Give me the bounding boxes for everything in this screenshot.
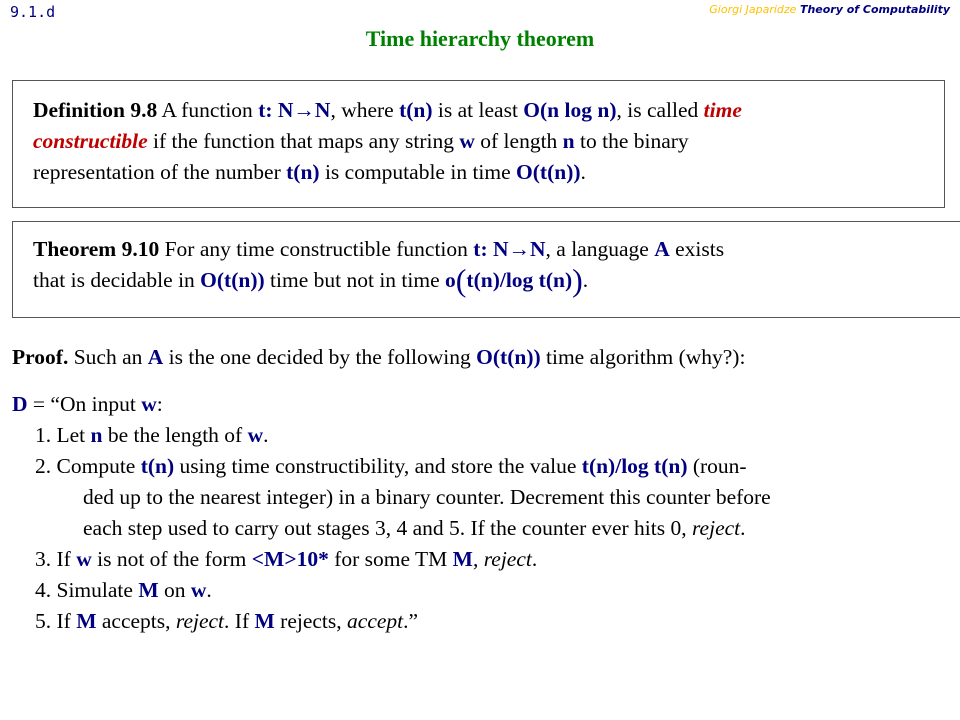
slide-title: Time hierarchy theorem [365, 26, 595, 51]
text: (roun- [692, 454, 747, 478]
text: . [531, 547, 538, 571]
text: on [163, 578, 186, 602]
text: each step used to carry out stages 3, 4 and 5. If the counter ever hits 0, [83, 516, 687, 540]
algorithm-step-4 [12, 575, 952, 606]
text: rejects, [280, 609, 342, 633]
w-symbol: w [247, 423, 264, 447]
text: that is decidable in [33, 268, 195, 292]
proof-intro [12, 342, 952, 373]
n-symbol: n [90, 423, 103, 447]
text: is the one decided by the following [168, 345, 471, 369]
ottn-symbol: O(t(n)) [516, 160, 581, 184]
text: Such an [73, 345, 143, 369]
algorithm-step-1 [12, 420, 952, 451]
text: for some TM [334, 547, 448, 571]
function-symbol: t: N→N [473, 237, 546, 261]
a-symbol: A [147, 345, 164, 369]
m-symbol: M [254, 609, 275, 633]
text: Let [56, 423, 86, 447]
text: , [472, 547, 479, 571]
ratio-symbol: t(n)/log t(n) [466, 268, 573, 292]
little-o-symbol: o [445, 268, 456, 292]
text: Compute [56, 454, 136, 478]
step-number: 4. [35, 578, 52, 602]
accept-word: accept [347, 609, 404, 633]
text: If [56, 547, 71, 571]
theorem-text [33, 234, 951, 296]
w-symbol: w [76, 547, 92, 571]
text: . [740, 516, 746, 540]
text: of length [480, 129, 558, 153]
text: . [582, 268, 589, 292]
function-symbol: t: N→N [258, 98, 331, 122]
text: exists [675, 237, 725, 261]
n-symbol: n [562, 129, 575, 153]
tn-symbol: t(n) [399, 98, 433, 122]
w-symbol: w [190, 578, 207, 602]
reject-word: reject [175, 609, 225, 633]
text: . [206, 578, 212, 602]
text: is computable in time [324, 160, 511, 184]
paren: ) [572, 262, 583, 298]
algorithm-step-5 [12, 606, 952, 637]
m-symbol: M [452, 547, 473, 571]
step-number: 3. [35, 547, 52, 571]
text: is at least [437, 98, 518, 122]
step-number: 2. [35, 454, 52, 478]
paren: ( [455, 262, 467, 298]
course-name: Theory of Computability [799, 3, 950, 16]
author-name: Giorgi Japaridze [709, 3, 797, 16]
spacer [12, 373, 952, 389]
d-symbol: D [12, 392, 28, 416]
text: , is called [616, 98, 699, 122]
definition-label: Definition 9.8 [33, 98, 158, 122]
definition-box [12, 80, 945, 208]
m-symbol: M [138, 578, 159, 602]
text: if the function that maps any string [153, 129, 454, 153]
slide-header [709, 3, 950, 16]
text: representation of the number [33, 160, 281, 184]
w-symbol: w [459, 129, 475, 153]
text: , a language [545, 237, 649, 261]
theorem-label: Theorem 9.10 [33, 237, 160, 261]
defined-term: time [703, 98, 742, 122]
text: time but not in time [270, 268, 440, 292]
text: accepts, [101, 609, 171, 633]
reject-word: reject [691, 516, 741, 540]
algorithm-step-2-line-3 [12, 513, 952, 544]
text: For any time constructible function [164, 237, 468, 261]
theorem-box [12, 221, 960, 318]
defined-term: constructible [33, 129, 148, 153]
algorithm-header [12, 389, 952, 420]
tn-symbol: t(n) [286, 160, 320, 184]
proof-label: Proof. [12, 345, 69, 369]
text: : [156, 392, 163, 416]
text: time algorithm (why?): [546, 345, 746, 369]
a-symbol: A [654, 237, 670, 261]
algorithm-step-2 [12, 451, 952, 482]
algorithm-step-2-line-2 [12, 482, 952, 513]
text: If [56, 609, 71, 633]
text: be the length of [107, 423, 243, 447]
w-symbol: w [141, 392, 157, 416]
text: = “On input [32, 392, 136, 416]
step-number: 1. [35, 423, 52, 447]
text: . [263, 423, 269, 447]
text: is not of the form [97, 547, 247, 571]
text: using time constructibility, and store the value [179, 454, 577, 478]
encoding-symbol: <M>10* [251, 547, 329, 571]
text: .” [403, 609, 419, 633]
bound-symbol: O(n log n) [523, 98, 617, 122]
text: Simulate [56, 578, 133, 602]
reject-word: reject [483, 547, 532, 571]
text: . [580, 160, 586, 184]
ottn-symbol: O(t(n)) [200, 268, 265, 292]
text: A function [161, 98, 253, 122]
text: to the binary [580, 129, 689, 153]
text: , where [330, 98, 394, 122]
text: . If [224, 609, 250, 633]
tn-symbol: t(n) [140, 454, 175, 478]
ratio-symbol: t(n)/log t(n) [581, 454, 688, 478]
m-symbol: M [76, 609, 97, 633]
text: ded up to the nearest integer) in a binary counter. Decrement this counter before [83, 485, 771, 509]
algorithm-step-3 [12, 544, 952, 575]
step-number: 5. [35, 609, 52, 633]
definition-text [33, 95, 932, 188]
ottn-symbol: O(t(n)) [476, 345, 541, 369]
proof-section [12, 342, 952, 637]
slide-number: 9.1.d [10, 3, 56, 21]
